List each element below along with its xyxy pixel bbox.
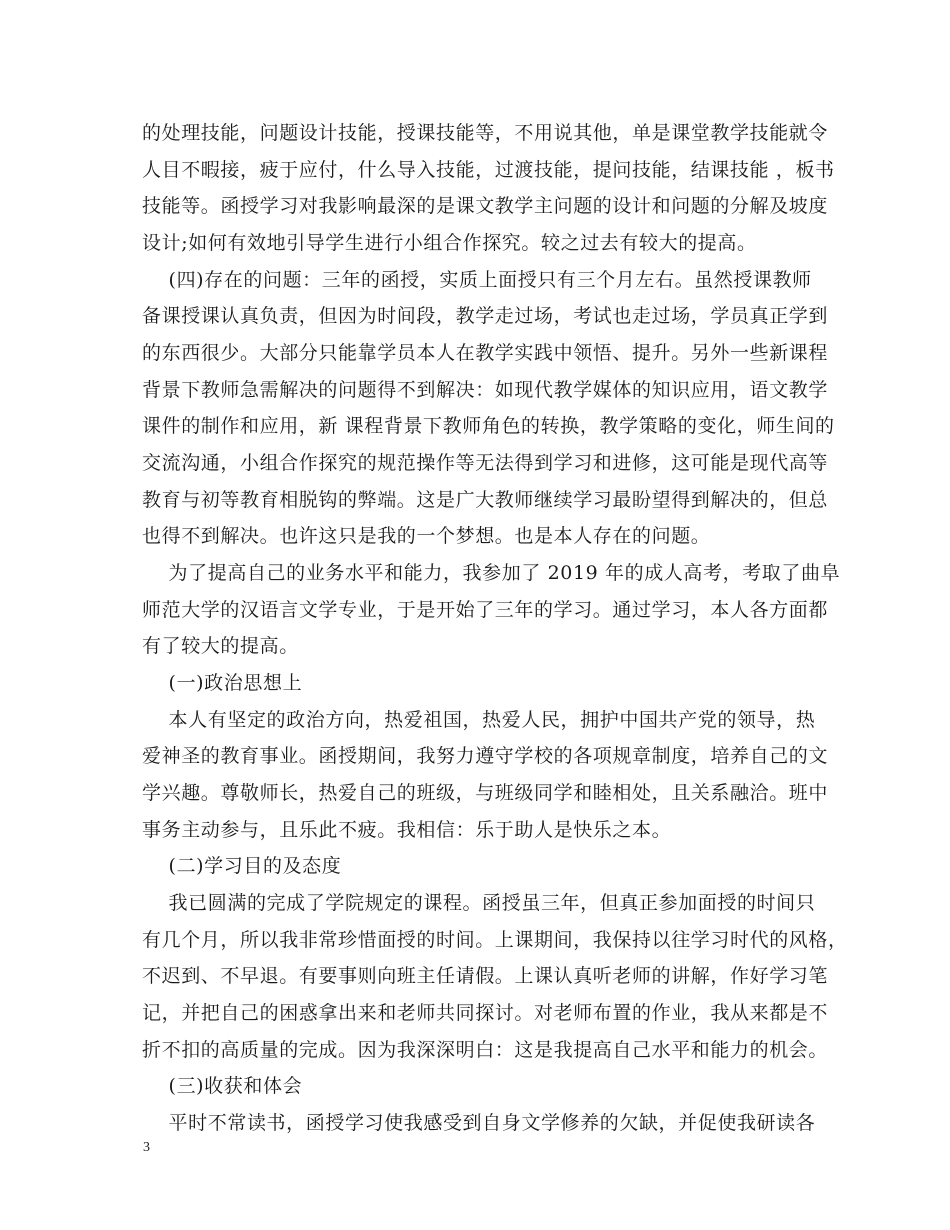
text-line: 不迟到、不早退。有要事则向班主任请假。上课认真听老师的讲解，作好学习笔 [142,965,829,987]
text-line: 学兴趣。尊敬师长，热爱自己的班级，与班级同学和睦相处，且关系融洽。班中 [142,782,829,804]
section-heading: (一)政治思想上 [142,672,303,694]
text-line: 教育与初等教育相脱钩的弊端。这是广大教师继续学习最盼望得到解决的，但总 [142,489,829,511]
text-line: 为了提高自己的业务水平和能力，我参加了 2019 年的成人高考，考取了曲阜 [142,562,841,584]
text-line: 师范大学的汉语言文学专业，于是开始了三年的学习。通过学习，本人各方面都 [142,599,829,621]
text-line: 备课授课认真负责，但因为时间段，教学走过场，考试也走过场，学员真正学到 [142,305,829,327]
section-heading: (三)收获和体会 [142,1075,303,1097]
text-line: 背景下教师急需解决的问题得不到解决：如现代教学媒体的知识应用，语文教学 [142,379,829,401]
text-line: 平时不常读书，函授学习使我感受到自身文学修养的欠缺，并促使我研读各 [142,1112,816,1134]
text-line: 也得不到解决。也许这只是我的一个梦想。也是本人存在的问题。 [142,525,711,547]
text-line: 记，并把自己的困惑拿出来和老师共同探讨。对老师布置的作业，我从来都是不 [142,1002,829,1024]
text-line: 的处理技能，问题设计技能，授课技能等，不用说其他，单是课堂教学技能就令 [142,122,829,144]
text-line: 本人有坚定的政治方向，热爱祖国，热爱人民，拥护中国共产党的领导，热 [142,709,816,731]
text-line: 我已圆满的完成了学院规定的课程。函授虽三年，但真正参加面授的时间只 [142,892,816,914]
text-line: (四)存在的问题：三年的函授，实质上面授只有三个月左右。虽然授课教师 [142,269,812,291]
text-line: 爱神圣的教育事业。函授期间，我努力遵守学校的各项规章制度，培养自己的文 [142,745,829,767]
text-line: 事务主动参与，且乐此不疲。我相信：乐于助人是快乐之本。 [142,819,672,841]
text-line: 人目不暇接，疲于应付，什么导入技能，过渡技能，提问技能，结课技能 ，板书 [142,159,835,181]
text-line: 课件的制作和应用，新 课程背景下教师角色的转换，教学策略的变化，师生间的 [142,415,835,437]
text-line: 的东西很少。大部分只能靠学员本人在教学实践中领悟、提升。另外一些新课程 [142,342,829,364]
text-line: 折不扣的高质量的完成。因为我深深明白：这是我提高自己水平和能力的机会。 [142,1039,829,1061]
text-line: 有了较大的提高。 [142,635,299,657]
section-heading: (二)学习目的及态度 [142,855,342,877]
text-line: 设计;如何有效地引导学生进行小组合作探究。较之过去有较大的提高。 [142,232,757,254]
page-number: 3 [143,1140,150,1155]
text-line: 技能等。函授学习对我影响最深的是课文教学主问题的设计和问题的分解及坡度 [142,195,829,217]
text-line: 有几个月，所以我非常珍惜面授的时间。上课期间，我保持以往学习时代的风格， [142,929,848,951]
text-line: 交流沟通，小组合作探究的规范操作等无法得到学习和进修，这可能是现代高等 [142,452,829,474]
